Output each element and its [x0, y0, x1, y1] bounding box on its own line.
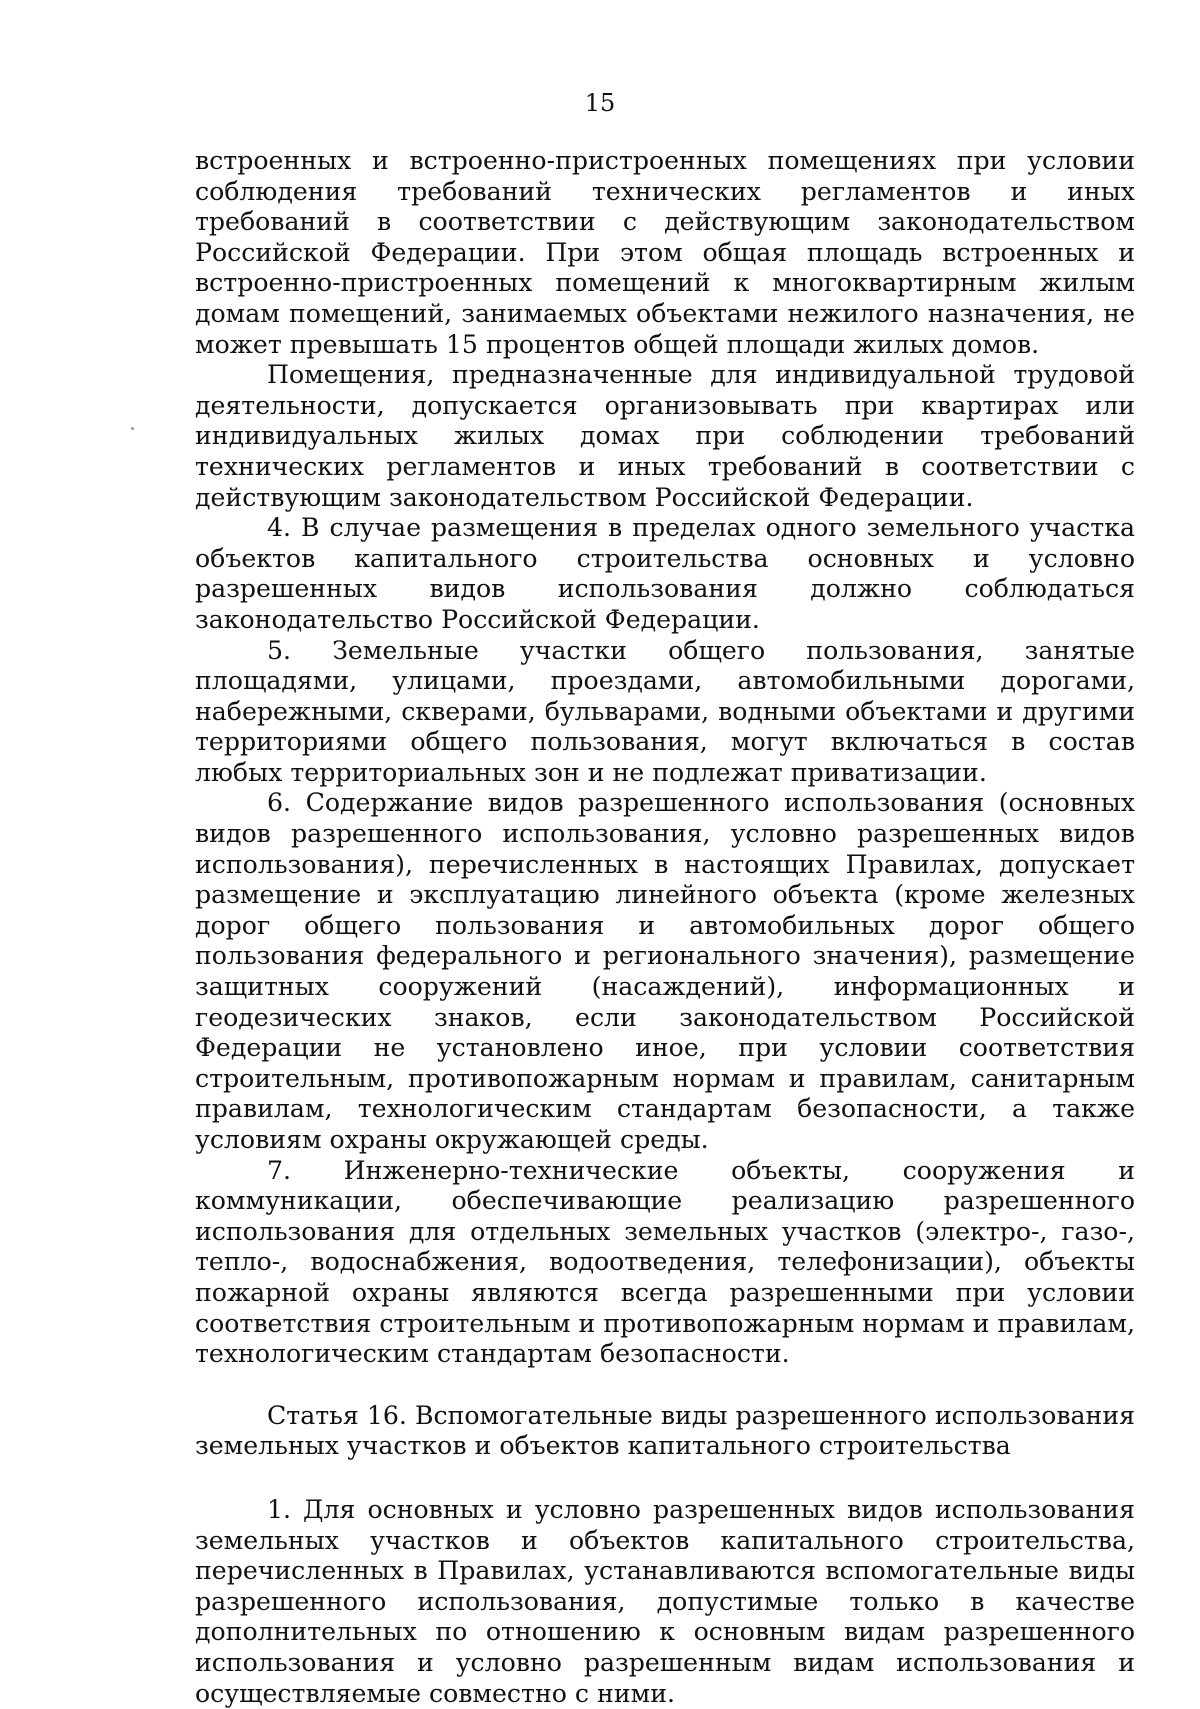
article-16-heading: Статья 16. Вспомогательные виды разрешенного использования земельных участков и объектов капитального строительства [195, 1400, 1135, 1461]
scan-speck [131, 427, 134, 430]
paragraph-item-5: 5. Земельные участки общего пользования, занятые площадями, улицами, проездами, автомобильными дорогами, набережными, скверами, бульварами, водными объектами и другими территориями общего пользования, могут включаться в состав любых территориальных зон и не подлежат приватизации. [195, 635, 1135, 787]
paragraph-individual-activity: Помещения, предназначенные для индивидуальной трудовой деятельности, допускается организовывать при квартирах или индивидуальных жилых домах при соблюдении требований технических регламентов и иных требований в соответствии с действующим законодательством Российской Федерации. [195, 360, 1135, 512]
page-number: 15 [584, 89, 616, 117]
document-body [195, 146, 1135, 1709]
paragraph-item-6: 6. Содержание видов разрешенного использования (основных видов разрешенного использования, условно разрешенных видов использования), перечисленных в настоящих Правилах, допускает размещение и эксплуатацию линейного объекта (кроме железных дорог общего пользования и автомобильных дорог общего пользования федерального и регионального значения), размещение защитных сооружений (насаждений), информационных и геодезических знаков, если законодательством Российской Федерации не установлено иное, при условии соответствия строительным, противопожарным нормам и правилам, санитарным правилам, технологическим стандартам безопасности, а также условиям охраны окружающей среды. [195, 788, 1135, 1154]
article-16-paragraph-1: 1. Для основных и условно разрешенных видов использования земельных участков и объектов капитального строительства, перечисленных в Правилах, устанавливаются вспомогательные виды разрешенного использования, допустимые только в качестве дополнительных по отношению к основным видам разрешенного использования и условно разрешенным видам использования и осуществляемые совместно с ними. [195, 1494, 1135, 1708]
paragraph-continuation: встроенных и встроенно-пристроенных помещениях при условии соблюдения требований технических регламентов и иных требований в соответствии с действующим законодательством Российской Федерации. При этом общая площадь встроенных и встроенно-пристроенных помещений к многоквартирным жилым домам помещений, занимаемых объектами нежилого назначения, не может превышать 15 процентов общей площади жилых домов. [195, 146, 1135, 359]
paragraph-item-7: 7. Инженерно-технические объекты, сооружения и коммуникации, обеспечивающие реализацию разрешенного использования для отдельных земельных участков (электро-, газо-, тепло-, водоснабжения, водоотведения, телефонизации), объекты пожарной охраны являются всегда разрешенными при условии соответствия строительным и противопожарным нормам и правилам, технологическим стандартам безопасности. [195, 1155, 1135, 1369]
paragraph-item-4: 4. В случае размещения в пределах одного земельного участка объектов капитального строительства основных и условно разрешенных видов использования должно соблюдаться законодательство Российской Федерации. [195, 513, 1135, 634]
